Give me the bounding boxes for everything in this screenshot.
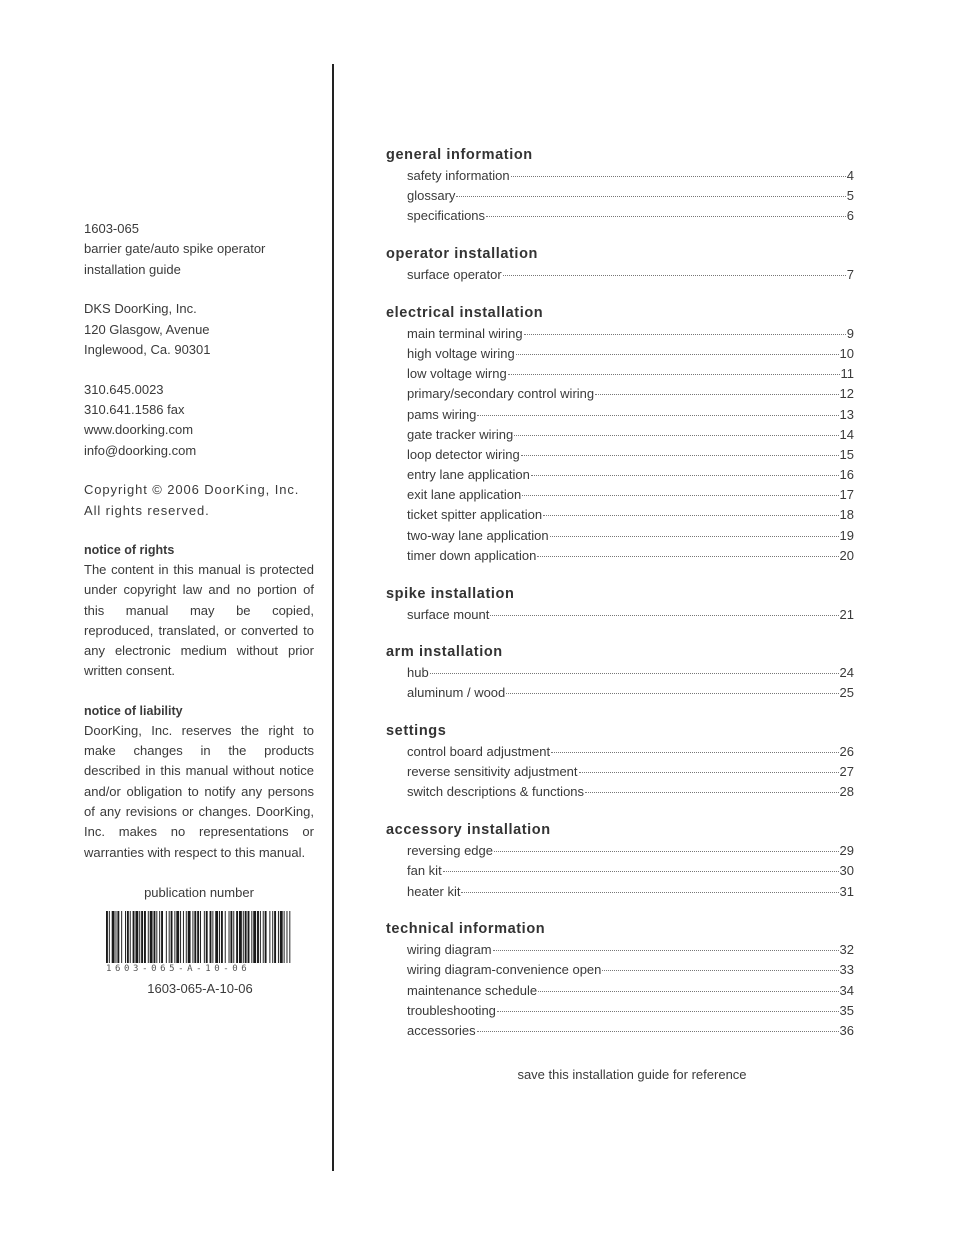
toc-leader-dots	[443, 871, 839, 872]
toc-entry-page: 16	[839, 467, 854, 483]
toc-entry-label: high voltage wiring	[407, 345, 515, 361]
toc-leader-dots	[550, 536, 839, 537]
toc-entry[interactable]	[386, 324, 854, 344]
rights-body: The content in this manual is protected under copyright law and no portion of this manual may be copied, reproduced, translated, or converted to any electronic medium without prior written consent.	[84, 561, 314, 679]
copyright-line2: All rights reserved.	[84, 502, 210, 518]
company-name: DKS DoorKing, Inc.	[84, 301, 197, 317]
toc-entry-label: switch descriptions & functions	[407, 784, 585, 800]
toc-entry[interactable]	[386, 445, 854, 465]
toc-entry-page: 12	[839, 386, 854, 402]
toc-entry-page: 6	[846, 208, 854, 224]
toc-leader-dots	[585, 792, 839, 793]
toc-section	[386, 144, 854, 227]
toc-leader-dots	[524, 334, 846, 335]
toc-leader-dots	[430, 673, 839, 674]
toc-entry-page: 10	[839, 345, 854, 361]
toc-leader-dots	[531, 475, 839, 476]
toc-entry-label: reversing edge	[407, 843, 493, 859]
toc-entry-label: timer down application	[407, 547, 537, 563]
toc-entry-label: two-way lane application	[407, 527, 549, 543]
toc-entry[interactable]	[386, 1001, 854, 1021]
toc-section	[386, 641, 854, 703]
toc-entry-page: 36	[839, 1022, 854, 1038]
toc-entry-page: 13	[839, 406, 854, 422]
toc-leader-dots	[506, 693, 838, 694]
toc-entry[interactable]	[386, 882, 854, 902]
toc-entry-label: entry lane application	[407, 467, 530, 483]
column-divider	[332, 64, 334, 1171]
toc-entry-page: 11	[840, 366, 854, 382]
toc-entry[interactable]	[386, 940, 854, 960]
toc-entry[interactable]	[386, 526, 854, 546]
toc-entry[interactable]	[386, 465, 854, 485]
toc-entry-label: accessories	[407, 1022, 476, 1038]
toc-section	[386, 918, 854, 1041]
toc-entry-label: gate tracker wiring	[407, 426, 514, 442]
toc-entry-page: 26	[839, 744, 854, 760]
footer-note: save this installation guide for reference	[517, 1067, 747, 1082]
copyright-line1: Copyright © 2006 DoorKing, Inc.	[84, 481, 300, 497]
toc-entry-page: 25	[839, 685, 854, 701]
toc-entry[interactable]	[386, 861, 854, 881]
toc-entry-label: safety information	[407, 168, 510, 183]
email-link[interactable]: info@doorking.com	[84, 442, 197, 458]
toc-leader-dots	[551, 752, 838, 753]
toc-entry-page: 14	[839, 426, 854, 442]
toc-entry-page: 20	[839, 547, 854, 563]
doc-number: 1603-065	[84, 221, 139, 236]
fax-number: 310.641.1586 fax	[84, 402, 185, 418]
toc-entry[interactable]	[386, 425, 854, 445]
liability-title: notice of liability	[84, 703, 183, 718]
toc-entry[interactable]	[386, 841, 854, 861]
toc-entry-label: maintenance schedule	[407, 982, 538, 998]
toc-entry-label: aluminum / wood	[407, 685, 506, 701]
toc-leader-dots	[461, 892, 838, 893]
toc-entry-page: 32	[839, 942, 854, 958]
toc-entry[interactable]	[386, 384, 854, 404]
toc-entry-label: surface mount	[407, 606, 490, 622]
toc-entry[interactable]	[386, 762, 854, 782]
toc-entry-label: control board adjustment	[407, 744, 551, 760]
toc-leader-dots	[521, 455, 839, 456]
toc-entry-page: 34	[839, 982, 854, 998]
toc-entry-page: 27	[839, 764, 854, 780]
toc-entry-page: 24	[839, 665, 854, 681]
toc-entry-page: 31	[839, 883, 854, 899]
toc-leader-dots	[602, 970, 838, 971]
toc-section-title: operator installation	[386, 246, 538, 263]
barcode-icon	[106, 911, 291, 963]
toc-leader-dots	[511, 176, 846, 177]
toc-entry-page: 21	[839, 606, 854, 622]
toc-leader-dots	[543, 515, 838, 516]
toc-entry[interactable]	[386, 206, 854, 226]
toc-entry[interactable]	[386, 981, 854, 1001]
toc-leader-dots	[490, 615, 838, 616]
toc-entry-label: fan kit	[407, 863, 442, 879]
toc-entry-label: wiring diagram	[407, 942, 492, 958]
phone-number: 310.645.0023	[84, 381, 164, 397]
toc-entry-page: 9	[846, 325, 854, 341]
toc-entry[interactable]	[386, 505, 854, 525]
toc-entry-label: primary/secondary control wiring	[407, 386, 595, 402]
toc-entry[interactable]	[386, 364, 854, 384]
toc-section	[386, 243, 854, 285]
toc-entry-page: 28	[839, 784, 854, 800]
toc-entry-label: ticket spitter application	[407, 507, 543, 523]
toc-entry[interactable]	[386, 605, 854, 625]
website-link[interactable]: www.doorking.com	[84, 422, 194, 438]
toc-entry-page: 30	[839, 863, 854, 879]
toc-entry[interactable]	[386, 265, 854, 285]
toc-leader-dots	[508, 374, 840, 375]
copyright-block	[84, 479, 314, 521]
toc-entry[interactable]	[386, 405, 854, 425]
toc-entry[interactable]	[386, 166, 854, 186]
toc-leader-dots	[579, 772, 839, 773]
doc-title-line2: installation guide	[84, 261, 181, 277]
toc-entry-page: 19	[839, 527, 854, 543]
toc-section-title: electrical installation	[386, 304, 544, 321]
toc-section	[386, 720, 854, 803]
toc-entry[interactable]	[386, 186, 854, 206]
toc-entry-label: main terminal wiring	[407, 325, 523, 341]
toc-leader-dots	[493, 950, 839, 951]
toc-leader-dots	[497, 1011, 839, 1012]
toc-entry[interactable]	[386, 344, 854, 364]
toc-entry[interactable]	[386, 663, 854, 683]
liability-body: DoorKing, Inc. reserves the right to make changes in the products described in this manual without notice and/or obligation to notify any persons of any revisions or changes. DoorKing, Inc. makes no representations or warranties with respect to this manual.	[84, 722, 314, 860]
toc-entry-label: hub	[407, 665, 429, 681]
publication-number: 1603-065-A-10-06	[147, 980, 253, 996]
address-line2: Inglewood, Ca. 90301	[84, 341, 211, 357]
toc-leader-dots	[486, 216, 846, 217]
toc-section	[386, 583, 854, 625]
toc-entry-page: 29	[839, 843, 854, 859]
toc-section	[386, 819, 854, 902]
toc-entry-label: wiring diagram-convenience open	[407, 962, 602, 978]
doc-title-line1: barrier gate/auto spike operator	[84, 241, 266, 257]
toc-entry[interactable]	[386, 683, 854, 703]
info-column	[84, 219, 314, 996]
toc-leader-dots	[538, 991, 838, 992]
toc-entry[interactable]	[386, 546, 854, 566]
toc-leader-dots	[456, 196, 845, 197]
toc-section-title: technical information	[386, 921, 546, 938]
toc-leader-dots	[514, 435, 838, 436]
toc-leader-dots	[537, 556, 838, 557]
toc-entry-label: specifications	[407, 208, 486, 224]
toc-entry-page: 4	[846, 168, 854, 183]
toc-entry-label: reverse sensitivity adjustment	[407, 764, 578, 780]
toc-entry-label: glossary	[407, 188, 456, 204]
toc-leader-dots	[503, 275, 846, 276]
toc-entry[interactable]	[386, 782, 854, 802]
rights-title: notice of rights	[84, 542, 175, 557]
toc-section-title: arm installation	[386, 644, 503, 661]
address-line1: 120 Glasgow, Avenue	[84, 321, 210, 337]
toc-entry-label: loop detector wiring	[407, 446, 520, 462]
toc-entry-page: 7	[846, 267, 854, 283]
toc-entry[interactable]	[386, 485, 854, 505]
toc-entry-label: pams wiring	[407, 406, 477, 422]
toc-entry-page: 15	[839, 446, 854, 462]
toc-entry-page: 18	[839, 507, 854, 523]
toc-section-title: settings	[386, 723, 447, 740]
toc-entry-label: surface operator	[407, 267, 502, 283]
toc-entry-label: troubleshooting	[407, 1002, 496, 1018]
toc-entry[interactable]	[386, 960, 854, 980]
toc-entry-page: 33	[839, 962, 854, 978]
toc-entry-label: exit lane application	[407, 487, 522, 503]
toc-leader-dots	[477, 415, 838, 416]
toc-entry[interactable]	[386, 1021, 854, 1041]
toc-entry[interactable]	[386, 742, 854, 762]
toc-entry-page: 17	[839, 487, 854, 503]
toc-leader-dots	[595, 394, 838, 395]
toc-leader-dots	[516, 354, 839, 355]
toc-entry-label: heater kit	[407, 883, 461, 899]
toc-entry-page: 35	[839, 1002, 854, 1018]
toc-entry-page: 5	[846, 188, 854, 204]
toc-section-title: accessory installation	[386, 822, 551, 839]
toc-leader-dots	[522, 495, 838, 496]
toc-leader-dots	[477, 1031, 839, 1032]
barcode	[106, 911, 291, 974]
publication-label: publication number	[144, 884, 254, 900]
toc-entry-label: low voltage wirng	[407, 366, 507, 382]
table-of-contents	[386, 144, 854, 1058]
barcode-text: 1603-065-A-10-06	[106, 963, 251, 974]
toc-section-title: general information	[386, 147, 533, 163]
toc-section-title: spike installation	[386, 585, 515, 602]
toc-section	[386, 302, 854, 566]
toc-leader-dots	[494, 851, 839, 852]
